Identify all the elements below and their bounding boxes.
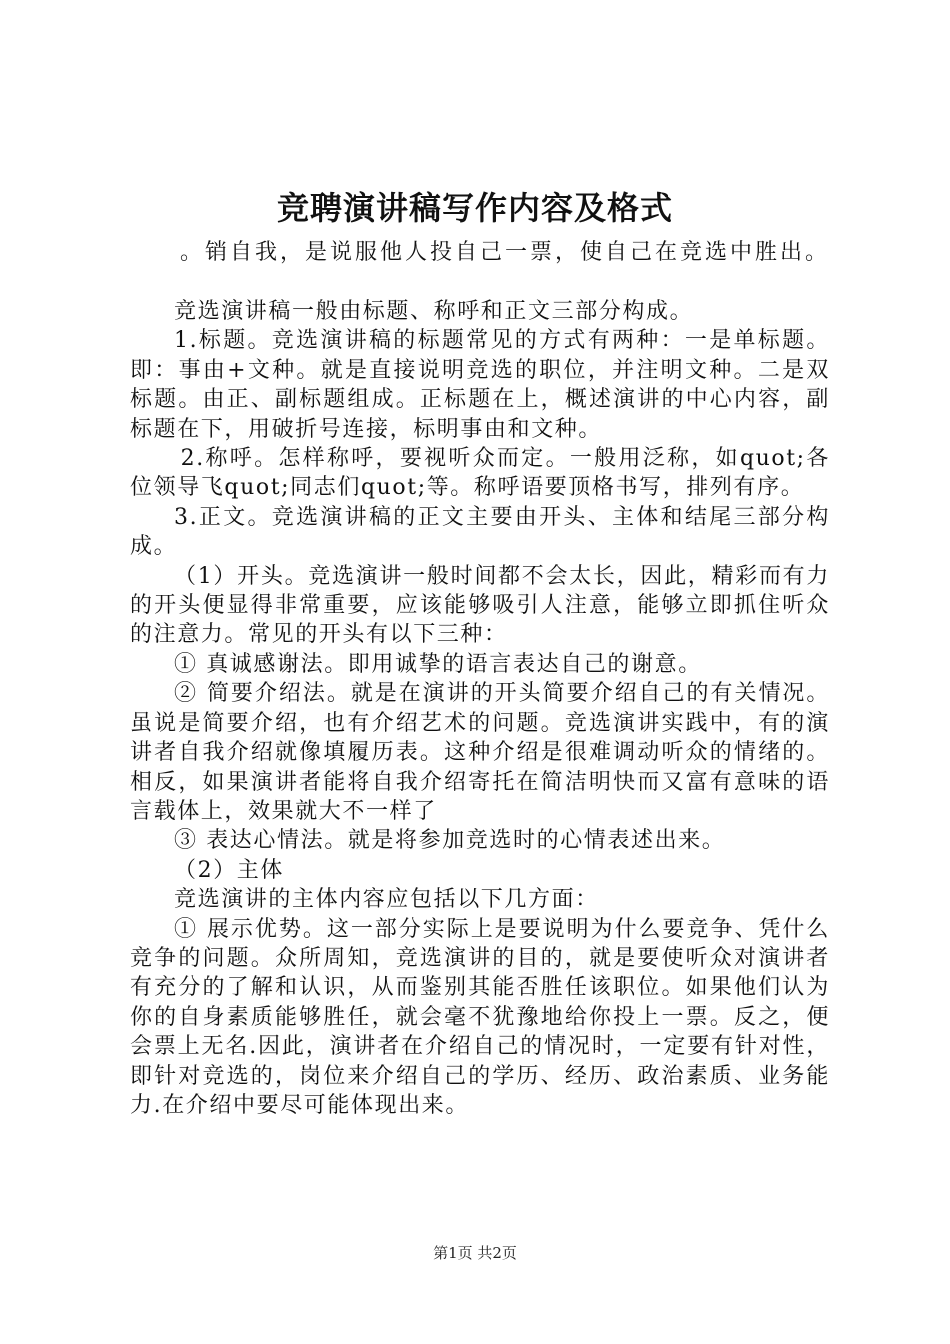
paragraph-main-heading: （2）主体 <box>174 857 284 883</box>
paragraph-method-intro: ② 简要介绍法。就是在演讲的开头简要介绍自己的有关情况。虽说是简要介绍，也有介绍艺术的问题。竞选演讲实践中，有的演讲者自我介绍就像填履历表。这种介绍是很难调动听众的情绪的。相反，如果演讲者能将自我介绍寄托在简洁明快而又富有意味的语言载体上，效果就大不一样了 <box>130 681 830 824</box>
paragraph-intro: 竞选演讲稿一般由标题、称呼和正文三部分构成。 <box>174 299 694 324</box>
document-title: 竞聘演讲稿写作内容及格式 <box>276 189 673 227</box>
paragraph-opening: （1）开头。竞选演讲一般时间都不会太长，因此，精彩而有力的开头便显得非常重要，应该能够吸引人注意，能够立即抓住听众的注意力。常见的开头有以下三种： <box>130 563 830 648</box>
paragraph-method-thanks: ① 真诚感谢法。即用诚挚的语言表达自己的谢意。 <box>174 651 702 677</box>
paragraph-show-advantages: ① 展示优势。这一部分实际上是要说明为什么要竞争、凭什么竞争的问题。众所周知，竞选演讲的目的，就是要使听众对演讲者有充分的了解和认识，从而鉴别其能否胜任该职位。如果他们认为你的自身素质能够胜任，就会毫不犹豫地给你投上一票。反之，便会票上无名.因此，演讲者在介绍自己的情况时，一定要有针对性，即针对竞选的，岗位来介绍自己的学历、经历、政治素质、业务能力.在介绍中要尽可能体现出来。 <box>130 916 830 1118</box>
paragraph-body-section: 3.正文。竞选演讲稿的正文主要由开头、主体和结尾三部分构成。 <box>130 504 830 560</box>
paragraph-method-mood: ③ 表达心情法。就是将参加竞选时的心情表述出来。 <box>174 828 726 854</box>
page-number-footer: 第1页 共2页 <box>433 1244 517 1262</box>
document-subtitle: 。销自我，是说服他人投自己一票，使自己在竞选中胜出。 <box>180 240 831 265</box>
paragraph-main-intro: 竞选演讲的主体内容应包括以下几方面： <box>174 887 599 913</box>
paragraph-salutation-section: 2.称呼。怎样称呼，要视听众而定。一般用泛称，如quot;各位领导飞quot;同志们quot;等。称呼语要顶格书写，排列有序。 <box>130 446 830 501</box>
paragraph-title-section: 1.标题。竞选演讲稿的标题常见的方式有两种：一是单标题。即：事由+文种。就是直接说明竞选的职位，并注明文种。二是双标题。由正、副标题组成。正标题在上，概述演讲的中心内容，副标题在下，用破折号连接，标明事由和文种。 <box>130 328 830 442</box>
document-body <box>130 297 830 1120</box>
